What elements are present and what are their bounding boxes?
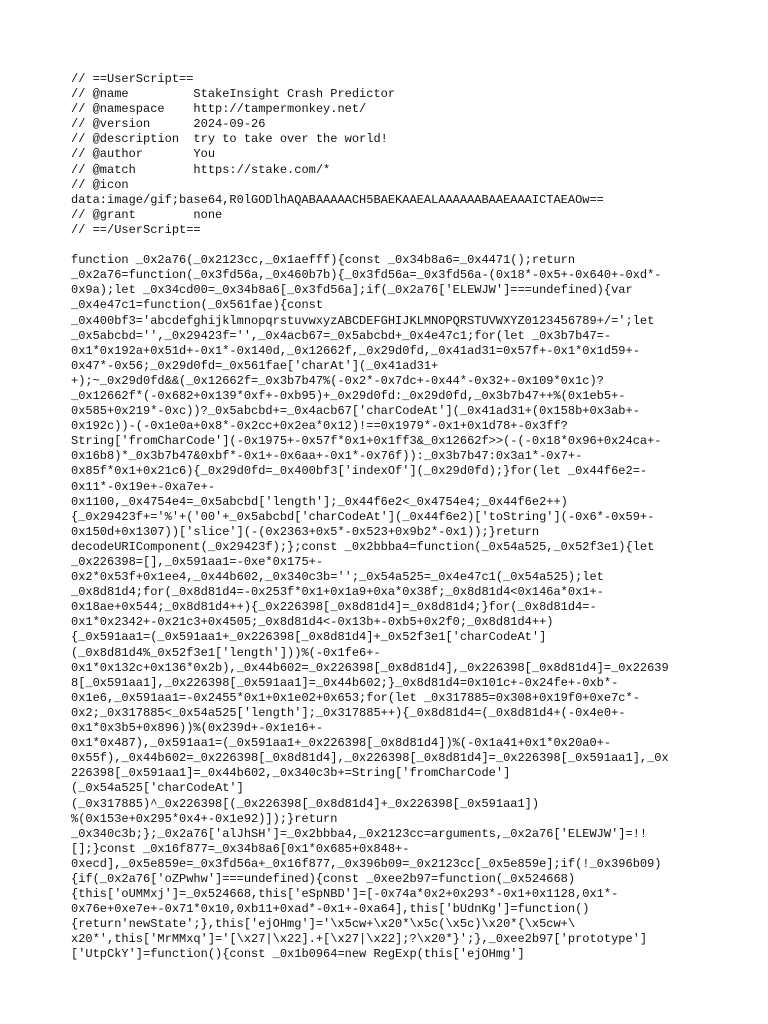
code-line: 0x1*0x487),_0x591aa1=(_0x591aa1+_0x226398[_0x8d81d4])%(-0x1a41+0x1*0x20a0+-: [71, 736, 612, 751]
code-line: 0x11*-0x19e+-0xa7e+-: [71, 479, 216, 494]
code-line: // @namespace http://tampermonkey.net/: [71, 102, 367, 117]
code-line: 0x1*0x2342+-0x21c3+0x4505;_0x8d81d4<-0x13b+-0xb5+0x2f0;_0x8d81d4++): [71, 615, 554, 630]
code-line: (_0x8d81d4%_0x52f3e1['length']))%(-0x1fe6+-: [71, 645, 381, 660]
code-line: 8[_0x591aa1],_0x226398[_0x591aa1]=_0x44b602;}_0x8d81d4=0x101c+-0x24fe+-0xb*-: [71, 675, 619, 690]
code-line: {this['oUMMxj']=_0x524668,this['eSpNBD']=[-0x74a*0x2+0x293*-0x1+0x1128,0x1*-: [71, 887, 619, 902]
code-line: function _0x2a76(_0x2123cc,_0x1aefff){const _0x34b8a6=_0x4471();return: [71, 253, 576, 268]
code-line: 226398[_0x591aa1]=_0x44b602,_0x340c3b+=String['fromCharCode']: [71, 766, 511, 781]
code-line: _0x400bf3='abcdefghijklmnopqrstuvwxyzABCDEFGHIJKLMNOPQRSTUVWXYZ0123456789+/=';let: [71, 313, 655, 328]
code-line: 0x85f*0x1+0x21c6){_0x29d0fd=_0x400bf3['indexOf'](_0x29d0fd);}for(let _0x44f6e2=-: [71, 464, 648, 479]
code-line: // ==/UserScript==: [71, 222, 201, 237]
code-line: 0x192c))-(-0x1e0a+0x8*-0x2cc+0x2ea*0x12)!==0x1979*-0x1+0x1d78+-0x3ff?: [71, 419, 568, 434]
code-line: String['fromCharCode'](-0x1975+-0x57f*0x1+0x1ff3&_0x12662f>>(-(-0x18*0x96+0x24ca+-: [71, 434, 662, 449]
code-line: {_0x29423f+='%'+('00'+_0x5abcbd['charCodeAt'](_0x44f6e2)['toString'](-0x6*-0x59+-: [71, 509, 655, 524]
code-line: ['UtpCkY']=function(){const _0x1b0964=new RegExp(this['ejOHmg']: [71, 947, 525, 962]
code-line: 0x76e+0xe7e+-0x71*0x10,0xb11+0xad*-0x1+-0xa64],this['bUdnKg']=function(): [71, 902, 590, 917]
code-line: _0x5abcbd='',_0x29423f='',_0x4acb67=_0x5abcbd+_0x4e47c1;for(let _0x3b7b47=-: [71, 328, 612, 343]
code-line: // @match https://stake.com/*: [71, 162, 331, 177]
code-line: _0x340c3b;};_0x2a76['alJhSH']=_0x2bbba4,_0x2123cc=arguments,_0x2a76['ELEWJW']=!!: [71, 826, 648, 841]
code-line: 0x9a);let _0x34cd00=_0x34b8a6[_0x3fd56a];if(_0x2a76['ELEWJW']===undefined){var: [71, 283, 633, 298]
code-line: 0x16b8)*_0x3b7b47&0xbf*-0x1+-0x6aa+-0x1*-0x76f)):_0x3b7b47:0x3a1*-0x7+-: [71, 449, 583, 464]
code-line: // @grant none: [71, 207, 223, 222]
code-line: 0x2;_0x317885<_0x54a525['length'];_0x317885++){_0x8d81d4=(_0x8d81d4+(-0x4e0+-: [71, 705, 626, 720]
code-line: (_0x317885)^_0x226398[(_0x226398[_0x8d81d4]+_0x226398[_0x591aa1]): [71, 796, 540, 811]
code-line: 0x1e6,_0x591aa1=-0x2455*0x1+0x1e02+0x653;for(let _0x317885=0x308+0x19f0+0xe7c*-: [71, 690, 640, 705]
code-line: _0x226398=[],_0x591aa1=-0xe*0x175+-: [71, 555, 324, 569]
code-line: 0xecd],_0x5e859e=_0x3fd56a+_0x16f877,_0x396b09=_0x2123cc[_0x5e859e];if(!_0x396b09): [71, 856, 662, 871]
code-line: 0x150d+0x1307))['slice'](-(0x2363+0x5*-0x523+0x9b2*-0x1));}return: [71, 524, 540, 539]
code-line: [];}const _0x16f877=_0x34b8a6[0x1*0x685+0x848+-: [71, 841, 410, 856]
code-line: _0x12662f*(-0x682+0x139*0xf+-0xb95)+_0x29d0fd:_0x29d0fd,_0x3b7b47++%(0x1eb5+-: [71, 388, 626, 403]
code-line: {_0x591aa1=(_0x591aa1+_0x226398[_0x8d81d4]+_0x52f3e1['charCodeAt']: [71, 630, 547, 645]
code-line: [71, 238, 703, 253]
code-line: 0x55f),_0x44b602=_0x226398[_0x8d81d4],_0x226398[_0x8d81d4]=_0x226398[_0x591aa1],_0x: [71, 751, 669, 766]
code-line: 0x18ae+0x544;_0x8d81d4++){_0x226398[_0x8d81d4]=_0x8d81d4;}for(_0x8d81d4=-: [71, 600, 597, 615]
code-line: // @description try to take over the world!: [71, 132, 388, 147]
code-line: 0x1*0x3b5+0x896))%(0x239d+-0x1e16+-: [71, 721, 324, 736]
code-line: _0x8d81d4;for(_0x8d81d4=-0x253f*0x1+0x1a9+0xa*0x38f;_0x8d81d4<0x146a*0x1+-: [71, 585, 604, 600]
code-line: // @version 2024-09-26: [71, 117, 266, 132]
code-line: 0x585+0x219*-0xc))?_0x5abcbd+=_0x4acb67['charCodeAt'](_0x41ad31+(0x158b+0x3ab+-: [71, 404, 640, 419]
code-line: // @name StakeInsight Crash Predictor: [71, 87, 396, 102]
code-line: // @icon: [71, 177, 129, 192]
userscript-source-code: [71, 72, 703, 963]
code-line: 0x1*0x132c+0x136*0x2b),_0x44b602=_0x226398[_0x8d81d4],_0x226398[_0x8d81d4]=_0x22639: [71, 660, 669, 675]
code-line: x20*',this['MrMMxq']='[\x27|\x22].+[\x27|\x22];?\x20*}';},_0xee2b97['prototype']: [71, 932, 648, 947]
code-line: // @author You: [71, 147, 216, 162]
code-line: {if(_0x2a76['oZPwhw']===undefined){const _0xee2b97=function(_0x524668): [71, 871, 576, 886]
code-line: +);~_0x29d0fd&&(_0x12662f=_0x3b7b47%(-0x2*-0x7dc+-0x44*-0x32+-0x109*0x1c)?: [71, 373, 604, 388]
code-line: {return'newState';},this['ejOHmg']='\x5cw+\x20*\x5c(\x5c)\x20*{\x5cw+\: [71, 917, 576, 932]
code-line: 0x2*0x53f+0x1ee4,_0x44b602,_0x340c3b='';_0x54a525=_0x4e47c1(_0x54a525);let: [71, 570, 604, 585]
code-line: decodeURIComponent(_0x29423f);};const _0x2bbba4=function(_0x54a525,_0x52f3e1){let: [71, 539, 655, 554]
code-line: _0x2a76=function(_0x3fd56a,_0x460b7b){_0x3fd56a=_0x3fd56a-(0x18*-0x5+-0x640+-0xd*-: [71, 268, 662, 283]
code-line: 0x47*-0x56;_0x29d0fd=_0x561fae['charAt'](_0x41ad31+: [71, 358, 439, 373]
code-line: %(0x153e+0x295*0x4+-0x1e92)]);}return: [71, 811, 338, 826]
code-line: 0x1*0x192a+0x51d+-0x1*-0x140d,_0x12662f,_0x29d0fd,_0x41ad31=0x57f+-0x1*0x1d59+-: [71, 343, 640, 358]
code-line: 0x1100,_0x4754e4=_0x5abcbd['length'];_0x44f6e2<_0x4754e4;_0x44f6e2++): [71, 494, 568, 509]
code-line: _0x4e47c1=function(_0x561fae){const: [71, 298, 324, 313]
code-line: data:image/gif;base64,R0lGODlhAQABAAAAACH5BAEKAAEALAAAAAABAAEAAAICTAEAOw==: [71, 192, 604, 207]
code-line: // ==UserScript==: [71, 72, 194, 86]
code-line: (_0x54a525['charCodeAt']: [71, 781, 244, 796]
